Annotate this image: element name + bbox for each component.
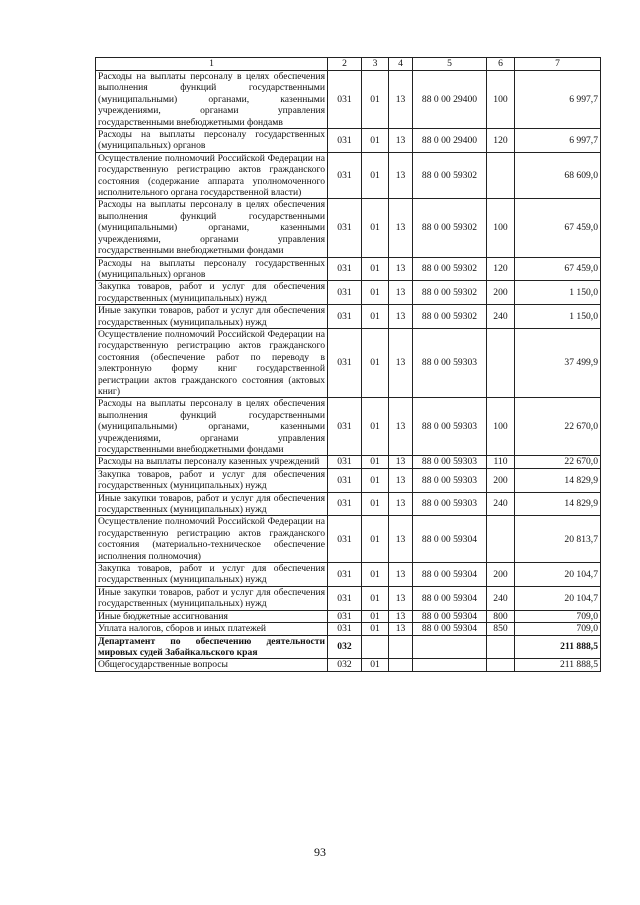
cell-amount: 37 499,9 <box>515 328 601 397</box>
cell-expense-type <box>487 635 515 659</box>
cell-name: Расходы на выплаты персоналу государственных (муниципальных) органов <box>96 129 328 153</box>
cell-subsection: 13 <box>389 563 413 587</box>
cell-name: Осуществление полномочий Российской Федерации на государственную регистрацию актов гражданского состояния (содержание аппарата уполномоченного исполнительного органа государственной власти) <box>96 152 328 199</box>
cell-amount: 709,0 <box>515 623 601 635</box>
cell-target-article: 88 0 00 59304 <box>413 563 487 587</box>
cell-section: 01 <box>362 623 389 635</box>
cell-subsection: 13 <box>389 610 413 622</box>
cell-name: Уплата налогов, сборов и иных платежей <box>96 623 328 635</box>
cell-expense-type <box>487 516 515 563</box>
cell-target-article: 88 0 00 59303 <box>413 456 487 468</box>
cell-target-article: 88 0 00 59303 <box>413 398 487 456</box>
cell-subsection: 13 <box>389 623 413 635</box>
cell-section: 01 <box>362 586 389 610</box>
cell-name: Иные бюджетные ассигнования <box>96 610 328 622</box>
cell-expense-type: 200 <box>487 281 515 305</box>
table-row <box>96 456 601 468</box>
cell-target-article: 88 0 00 59304 <box>413 586 487 610</box>
cell-name: Расходы на выплаты персоналу в целях обеспечения выполнения функций государственными (муниципальными) органами, казенными учреждениями, органами управления государственными внебюджетными фондамв <box>96 71 328 129</box>
cell-ved-code: 032 <box>328 635 362 659</box>
cell-section: 01 <box>362 129 389 153</box>
cell-section: 01 <box>362 610 389 622</box>
cell-expense-type: 120 <box>487 129 515 153</box>
cell-target-article: 88 0 00 59304 <box>413 610 487 622</box>
table-row <box>96 199 601 257</box>
cell-expense-type: 800 <box>487 610 515 622</box>
cell-expense-type: 120 <box>487 257 515 281</box>
cell-expense-type: 240 <box>487 586 515 610</box>
cell-expense-type <box>487 659 515 671</box>
cell-ved-code: 031 <box>328 199 362 257</box>
header-col-3: 3 <box>362 58 389 71</box>
table-row <box>96 328 601 397</box>
budget-table <box>95 57 601 672</box>
cell-amount: 22 670,0 <box>515 456 601 468</box>
table-row <box>96 563 601 587</box>
cell-section: 01 <box>362 659 389 671</box>
table-body <box>96 71 601 672</box>
cell-section: 01 <box>362 398 389 456</box>
table-row <box>96 635 601 659</box>
cell-section: 01 <box>362 456 389 468</box>
cell-ved-code: 031 <box>328 610 362 622</box>
cell-section: 01 <box>362 563 389 587</box>
header-col-1: 1 <box>96 58 328 71</box>
cell-expense-type: 110 <box>487 456 515 468</box>
cell-name: Закупка товаров, работ и услуг для обеспечения государственных (муниципальных) нужд <box>96 281 328 305</box>
cell-expense-type: 100 <box>487 71 515 129</box>
cell-subsection: 13 <box>389 398 413 456</box>
cell-name: Расходы на выплаты персоналу казенных учреждений <box>96 456 328 468</box>
cell-ved-code: 031 <box>328 586 362 610</box>
cell-expense-type: 240 <box>487 305 515 329</box>
cell-target-article: 88 0 00 59303 <box>413 492 487 516</box>
table-row <box>96 71 601 129</box>
table-row <box>96 586 601 610</box>
cell-ved-code: 032 <box>328 659 362 671</box>
cell-subsection: 13 <box>389 456 413 468</box>
cell-amount: 6 997,7 <box>515 129 601 153</box>
cell-name: Иные закупки товаров, работ и услуг для обеспечения государственных (муниципальных) нужд <box>96 305 328 329</box>
cell-target-article: 88 0 00 29400 <box>413 71 487 129</box>
table-row <box>96 257 601 281</box>
cell-ved-code: 031 <box>328 623 362 635</box>
cell-name: Закупка товаров, работ и услуг для обеспечения государственных (муниципальных) нужд <box>96 468 328 492</box>
cell-target-article: 88 0 00 59304 <box>413 623 487 635</box>
cell-amount: 6 997,7 <box>515 71 601 129</box>
cell-amount: 20 813,7 <box>515 516 601 563</box>
cell-target-article: 88 0 00 59302 <box>413 152 487 199</box>
cell-subsection: 13 <box>389 328 413 397</box>
cell-section: 01 <box>362 328 389 397</box>
table-row <box>96 468 601 492</box>
cell-target-article: 88 0 00 59303 <box>413 468 487 492</box>
header-col-7: 7 <box>515 58 601 71</box>
cell-amount: 14 829,9 <box>515 492 601 516</box>
cell-expense-type: 240 <box>487 492 515 516</box>
cell-ved-code: 031 <box>328 516 362 563</box>
cell-amount: 211 888,5 <box>515 659 601 671</box>
cell-ved-code: 031 <box>328 563 362 587</box>
header-col-4: 4 <box>389 58 413 71</box>
cell-expense-type: 200 <box>487 563 515 587</box>
cell-ved-code: 031 <box>328 492 362 516</box>
table-row <box>96 398 601 456</box>
cell-ved-code: 031 <box>328 152 362 199</box>
cell-amount: 20 104,7 <box>515 586 601 610</box>
cell-target-article <box>413 659 487 671</box>
cell-ved-code: 031 <box>328 328 362 397</box>
cell-expense-type <box>487 328 515 397</box>
cell-section: 01 <box>362 257 389 281</box>
cell-subsection: 13 <box>389 71 413 129</box>
cell-amount: 211 888,5 <box>515 635 601 659</box>
cell-section: 01 <box>362 468 389 492</box>
header-col-2: 2 <box>328 58 362 71</box>
cell-subsection: 13 <box>389 468 413 492</box>
cell-ved-code: 031 <box>328 398 362 456</box>
cell-target-article: 88 0 00 59302 <box>413 305 487 329</box>
table-row <box>96 659 601 671</box>
table-row <box>96 305 601 329</box>
cell-amount: 20 104,7 <box>515 563 601 587</box>
cell-subsection <box>389 635 413 659</box>
cell-name: Общегосударственные вопросы <box>96 659 328 671</box>
table-row <box>96 516 601 563</box>
cell-ved-code: 031 <box>328 71 362 129</box>
cell-ved-code: 031 <box>328 281 362 305</box>
cell-name: Расходы на выплаты персоналу в целях обеспечения выполнения функций государственными (муниципальными) органами, казенными учреждениями, органами управления государственными внебюджетными фондами <box>96 199 328 257</box>
cell-ved-code: 031 <box>328 468 362 492</box>
cell-section <box>362 635 389 659</box>
cell-name: Осуществление полномочий Российской Федерации на государственную регистрацию актов гражданского состояния (обеспечение работ по переводу в электронную форму книг государственной регистрации актов гражданского состояния (актовых книг) <box>96 328 328 397</box>
cell-name: Иные закупки товаров, работ и услуг для обеспечения государственных (муниципальных) нужд <box>96 586 328 610</box>
table-row <box>96 281 601 305</box>
cell-amount: 67 459,0 <box>515 199 601 257</box>
cell-target-article: 88 0 00 59302 <box>413 199 487 257</box>
table-row <box>96 152 601 199</box>
cell-amount: 67 459,0 <box>515 257 601 281</box>
header-col-5: 5 <box>413 58 487 71</box>
cell-target-article: 88 0 00 59302 <box>413 257 487 281</box>
table-row <box>96 610 601 622</box>
cell-amount: 1 150,0 <box>515 305 601 329</box>
cell-expense-type: 850 <box>487 623 515 635</box>
cell-section: 01 <box>362 152 389 199</box>
cell-section: 01 <box>362 492 389 516</box>
cell-subsection: 13 <box>389 492 413 516</box>
cell-amount: 68 609,0 <box>515 152 601 199</box>
cell-section: 01 <box>362 281 389 305</box>
page-number: 93 <box>314 845 326 859</box>
cell-amount: 1 150,0 <box>515 281 601 305</box>
cell-subsection: 13 <box>389 586 413 610</box>
cell-name: Иные закупки товаров, работ и услуг для обеспечения государственных (муниципальных) нужд <box>96 492 328 516</box>
cell-expense-type: 100 <box>487 199 515 257</box>
cell-name: Департамент по обеспечению деятельности мировых судей Забайкальского края <box>96 635 328 659</box>
header-row <box>96 58 601 71</box>
cell-name: Закупка товаров, работ и услуг для обеспечения государственных (муниципальных) нужд <box>96 563 328 587</box>
cell-section: 01 <box>362 516 389 563</box>
cell-section: 01 <box>362 199 389 257</box>
cell-subsection: 13 <box>389 281 413 305</box>
table-row <box>96 129 601 153</box>
cell-expense-type <box>487 152 515 199</box>
cell-name: Осуществление полномочий Российской Федерации на государственную регистрацию актов гражданского состояния (материально-техническое обеспечение исполнения полномочия) <box>96 516 328 563</box>
cell-subsection: 13 <box>389 129 413 153</box>
cell-target-article <box>413 635 487 659</box>
cell-target-article: 88 0 00 29400 <box>413 129 487 153</box>
cell-subsection: 13 <box>389 199 413 257</box>
cell-subsection: 13 <box>389 152 413 199</box>
cell-subsection <box>389 659 413 671</box>
cell-amount: 14 829,9 <box>515 468 601 492</box>
table-row <box>96 623 601 635</box>
cell-ved-code: 031 <box>328 257 362 281</box>
cell-section: 01 <box>362 305 389 329</box>
header-col-6: 6 <box>487 58 515 71</box>
cell-amount: 22 670,0 <box>515 398 601 456</box>
cell-subsection: 13 <box>389 257 413 281</box>
cell-ved-code: 031 <box>328 129 362 153</box>
cell-section: 01 <box>362 71 389 129</box>
cell-name: Расходы на выплаты персоналу в целях обеспечения выполнения функций государственными (муниципальными) органами, казенными учреждениями, органами управления государственными внебюджетными фондами <box>96 398 328 456</box>
cell-amount: 709,0 <box>515 610 601 622</box>
cell-name: Расходы на выплаты персоналу государственных (муниципальных) органов <box>96 257 328 281</box>
cell-subsection: 13 <box>389 516 413 563</box>
table-row <box>96 492 601 516</box>
cell-expense-type: 200 <box>487 468 515 492</box>
cell-target-article: 88 0 00 59302 <box>413 281 487 305</box>
cell-target-article: 88 0 00 59304 <box>413 516 487 563</box>
cell-target-article: 88 0 00 59303 <box>413 328 487 397</box>
cell-ved-code: 031 <box>328 305 362 329</box>
cell-expense-type: 100 <box>487 398 515 456</box>
cell-ved-code: 031 <box>328 456 362 468</box>
cell-subsection: 13 <box>389 305 413 329</box>
